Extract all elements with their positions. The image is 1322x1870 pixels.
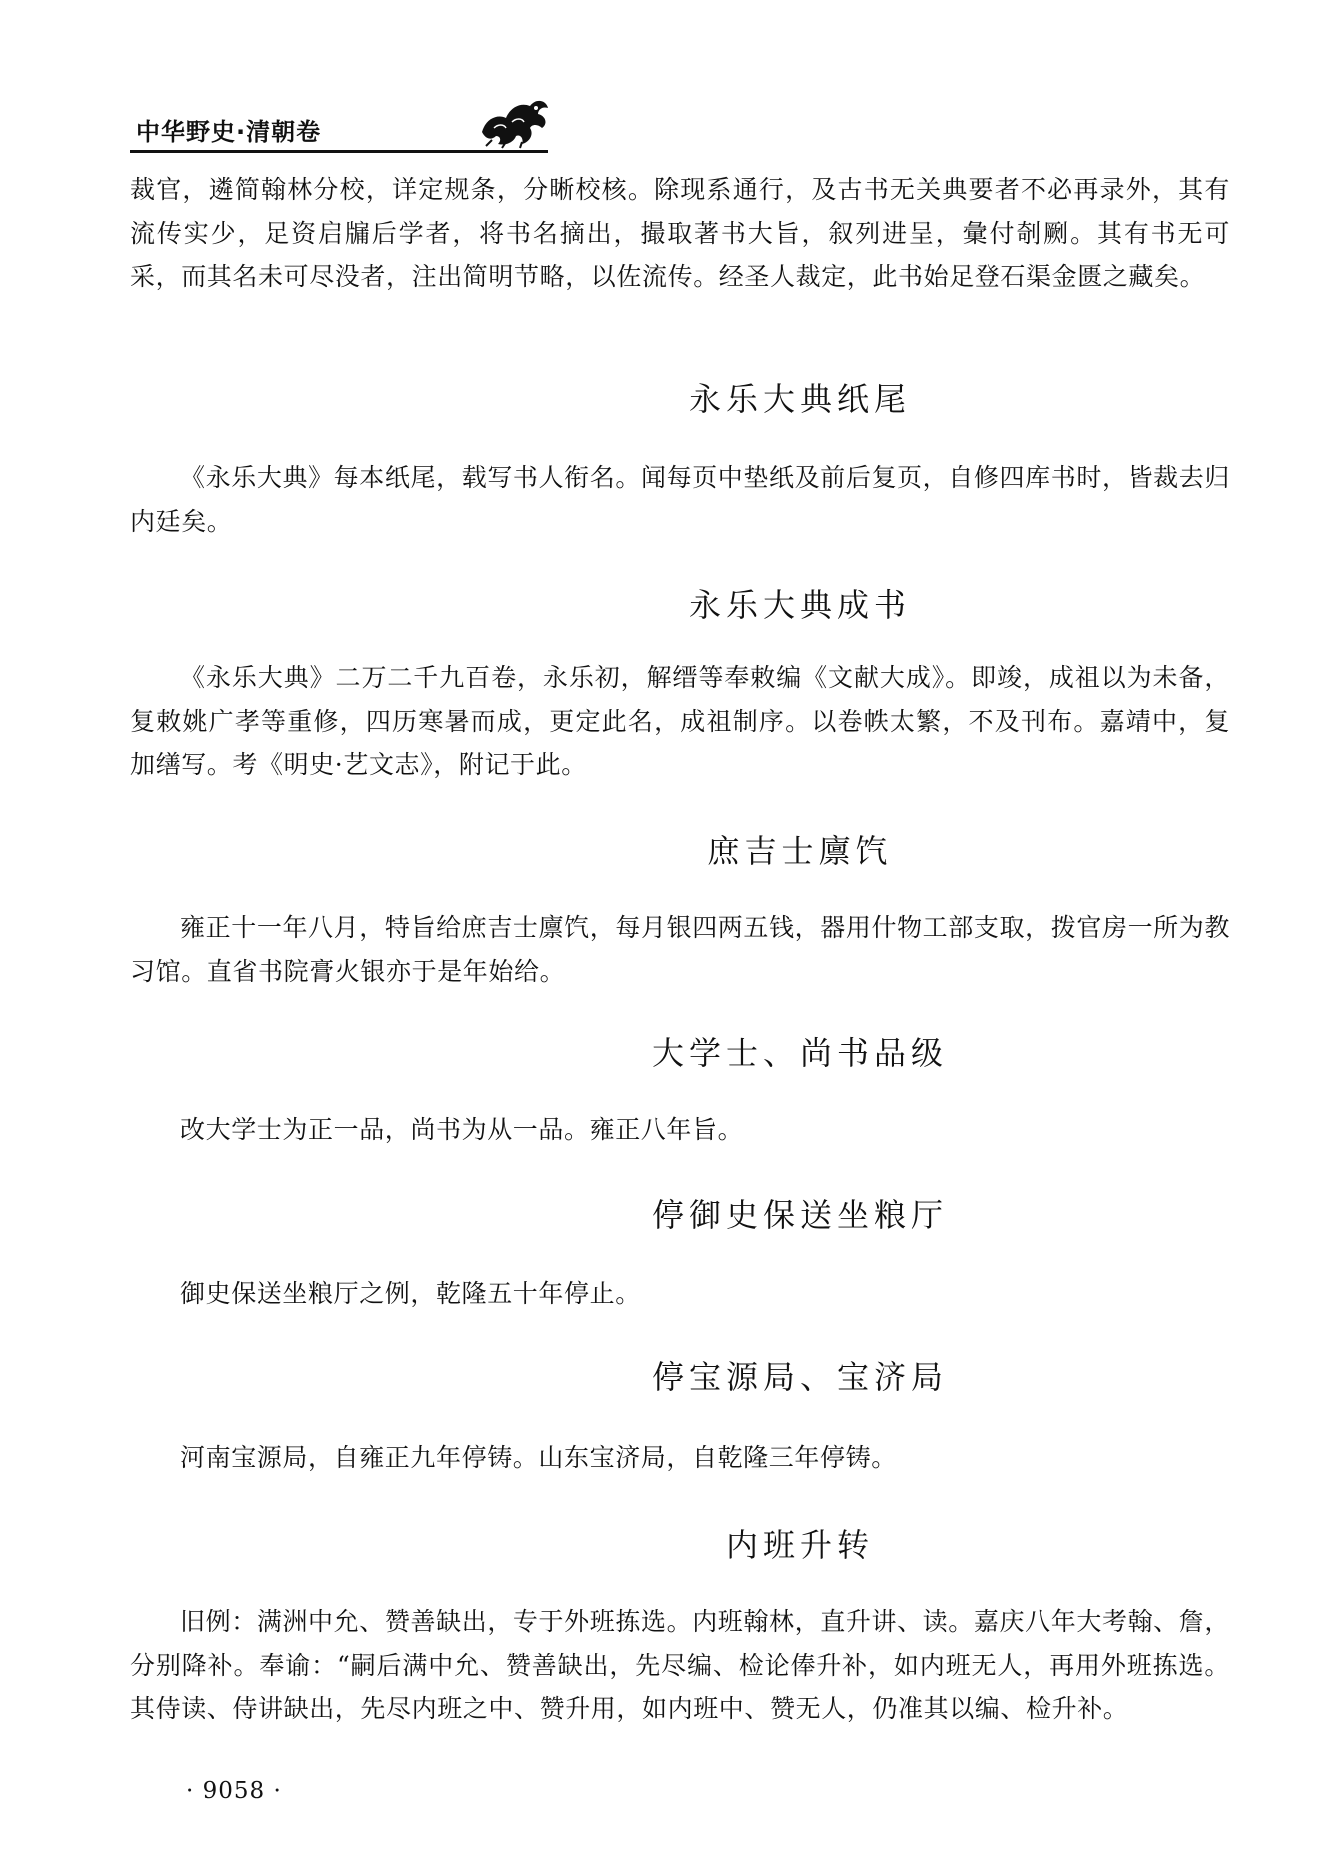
section-2-heading: 永乐大典成书 [688, 586, 911, 624]
section-5-heading: 停御史保送坐粮厅 [651, 1196, 948, 1234]
dragon-emblem-icon [476, 88, 552, 152]
section-0-text: 裁官，遴简翰林分校，详定规条，分晰校核。除现系通行，及古书无关典要者不必再录外，其有流传实少，足资启牖后学者，将书名摘出，撮取著书大旨，叙列进呈，彙付剞劂。其有书无可采，而其名未可尽没者，注出简明节略，以佐流传。经圣人裁定，此书始足登石渠金匮之藏矣。 [130, 175, 1230, 291]
section-3-heading: 庶吉士廪饩 [707, 832, 893, 870]
page-number: · 9058 · [186, 1778, 282, 1804]
header-title: 中华野史·清朝卷 [136, 118, 322, 146]
section-4-text: 改大学士为正一品，尚书为从一品。雍正八年旨。 [180, 1115, 744, 1144]
section-7-text: 旧例：满洲中允、赞善缺出，专于外班拣选。内班翰林，直升讲、读。嘉庆八年大考翰、詹，分别降补。奉谕：“嗣后满中允、赞善缺出，先尽编、检论俸升补，如内班无人，再用外班拣选。其侍读、侍讲缺出，先尽内班之中、赞升用，如内班中、赞无人，仍准其以编、检升补。 [130, 1607, 1230, 1723]
section-4-heading: 大学士、尚书品级 [651, 1034, 948, 1072]
section-3-text: 雍正十一年八月，特旨给庶吉士廪饩，每月银四两五钱，器用什物工部支取，拨官房一所为教习馆。直省书院膏火银亦于是年始给。 [130, 913, 1230, 986]
section-2-text: 《永乐大典》二万二千九百卷，永乐初，解缙等奉敕编《文献大成》。即竣，成祖以为未备，复敕姚广孝等重修，四历寒暑而成，更定此名，成祖制序。以卷帙太繁，不及刊布。嘉靖中，复加缮写。考《明史·艺文志》，附记于此。 [130, 663, 1230, 779]
section-1-text: 《永乐大典》每本纸尾，载写书人衔名。闻每页中垫纸及前后复页，自修四库书时，皆裁去归内廷矣。 [130, 463, 1230, 536]
section-7-heading: 内班升转 [725, 1526, 874, 1564]
section-6-text: 河南宝源局，自雍正九年停铸。山东宝济局，自乾隆三年停铸。 [180, 1443, 897, 1472]
section-6-heading: 停宝源局、宝济局 [651, 1358, 948, 1396]
section-1-heading: 永乐大典纸尾 [688, 380, 911, 418]
section-5-text: 御史保送坐粮厅之例，乾隆五十年停止。 [180, 1279, 641, 1308]
header-rule [130, 150, 548, 153]
